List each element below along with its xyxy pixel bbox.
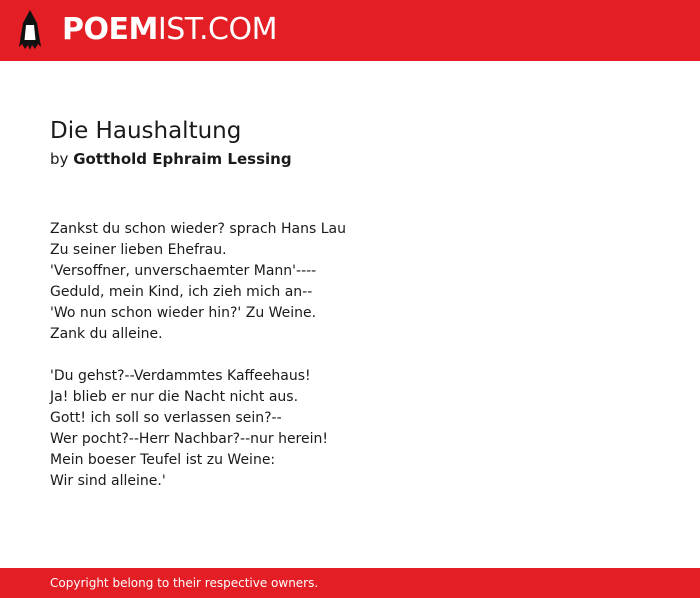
site-footer xyxy=(0,568,700,598)
poem-author: Gotthold Ephraim Lessing xyxy=(73,150,292,168)
poem-line: Zu seiner lieben Ehefrau. xyxy=(50,242,227,258)
poem-line: Zank du alleine. xyxy=(50,326,163,342)
poem-line: 'Wo nun schon wieder hin?' Zu Weine. xyxy=(50,305,317,321)
poem-line: Geduld, mein Kind, ich zieh mich an-- xyxy=(50,284,313,300)
poem-line: Zankst du schon wieder? sprach Hans Lau xyxy=(50,221,346,237)
stanza-1 xyxy=(50,219,670,345)
poem-line: Wer pocht?--Herr Nachbar?--nur herein! xyxy=(50,431,328,447)
poem-line: Mein boeser Teufel ist zu Weine: xyxy=(50,452,276,468)
logo-bold-text: POEM xyxy=(62,12,158,47)
poem-line: Wir sind alleine.' xyxy=(50,473,166,489)
byline-prefix: by xyxy=(50,150,69,168)
pencil-logo-icon[interactable] xyxy=(17,9,43,51)
copyright-text: Copyright belong to their respective owners. xyxy=(50,576,319,590)
site-header xyxy=(0,0,700,61)
poem-line: 'Du gehst?--Verdammtes Kaffeehaus! xyxy=(50,368,311,384)
logo-light-text: IST.COM xyxy=(157,12,277,47)
stanza-2 xyxy=(50,366,670,492)
poem-line: Gott! ich soll so verlassen sein?-- xyxy=(50,410,282,426)
byline xyxy=(50,149,292,169)
site-logo[interactable] xyxy=(62,10,277,50)
poem-title: Die Haushaltung xyxy=(50,118,242,144)
poem-body xyxy=(50,219,670,513)
poem-line: 'Versoffner, unverschaemter Mann'---- xyxy=(50,263,317,279)
poem-line: Ja! blieb er nur die Nacht nicht aus. xyxy=(50,389,299,405)
